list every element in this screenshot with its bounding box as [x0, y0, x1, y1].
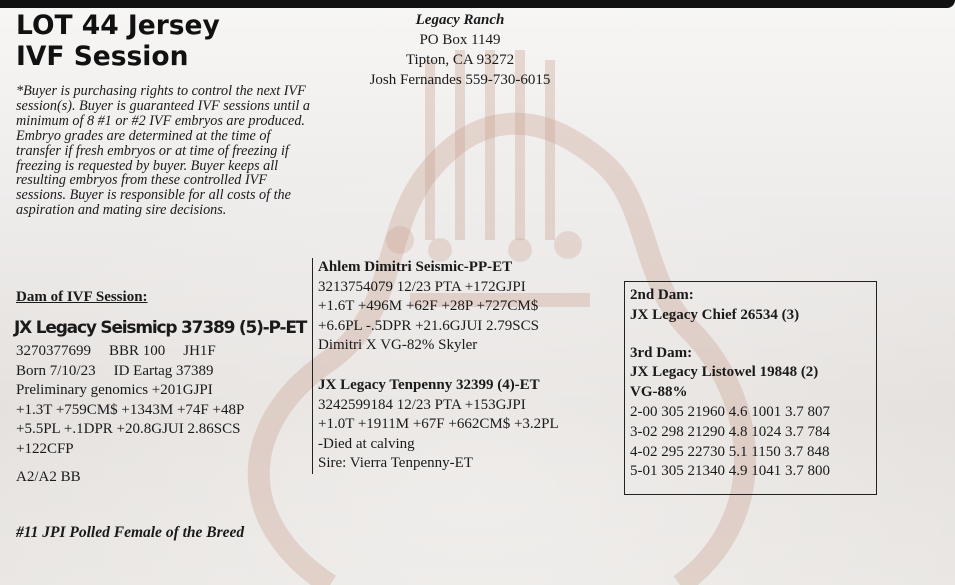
ancestor-dams-box: [624, 281, 877, 495]
dam-id-line: [16, 342, 316, 362]
sire-line: +1.6T +496M +62F +28P +727CM$: [318, 298, 539, 315]
dam-haplotype: JH1F: [183, 343, 216, 359]
lot-title-line2: IVF Session: [16, 41, 189, 72]
lot-title: [16, 10, 316, 72]
dam-birth-line: [16, 362, 316, 382]
maternal-grandsire-line: Sire: Vierra Tenpenny-ET: [318, 455, 473, 472]
lot-title-line1: LOT 44 Jersey: [16, 10, 220, 41]
dam-name: JX Legacy Seismicp 37389 (5)-P-ET: [14, 318, 307, 338]
ranch-address1: PO Box 1149: [419, 32, 501, 48]
dam-eartag: ID Eartag 37389: [113, 362, 214, 379]
buyer-disclaimer: *Buyer is purchasing rights to control the next IVF session(s). Buyer is guaranteed IVF sessions until a minimum of 8 #1 or #2 IVF embryos are produced. Embryo grades are determined at the time of transfer if fresh embryos or at time of freezing if freezing is requested by buyer. Buyer keeps all resulting embryos from these controlled IVF sessions. Buyer is responsible for all costs of the aspiration and mating sire decisions.: [16, 83, 310, 219]
third-dam-classification: VG-88%: [630, 384, 688, 401]
sire-line: 3213754079 12/23 PTA +172GJPI: [318, 278, 526, 295]
dam-genomics-line: +122CFP: [16, 440, 74, 457]
sire-name: Ahlem Dimitri Seismic-PP-ET: [318, 259, 513, 275]
dam-genomics-line: +1.3T +759CM$ +1343M +74F +48P: [16, 401, 245, 418]
top-bar: [0, 0, 955, 8]
ranch-contact: [350, 10, 570, 90]
third-dam-name: JX Legacy Listowel 19848 (2): [630, 364, 819, 381]
production-record: 3-02 298 21290 4.8 1024 3.7 784: [630, 423, 830, 440]
production-record: 5-01 305 21340 4.9 1041 3.7 800: [630, 463, 830, 480]
second-dam-name: JX Legacy Chief 26534 (3): [630, 306, 800, 323]
dam-born: Born 7/10/23: [16, 362, 96, 379]
dam-genomics-line: Preliminary genomics +201GJPI: [16, 382, 213, 399]
sire-line: Dimitri X VG-82% Skyler: [318, 337, 478, 354]
sire-pedigree: [312, 258, 618, 474]
breed-ranking-note: #11 JPI Polled Female of the Breed: [16, 524, 245, 541]
maternal-grandsire-line: +1.0T +1911M +67F +662CM$ +3.2PL: [318, 416, 559, 433]
third-dam-label: 3rd Dam:: [630, 344, 693, 361]
dam-genotype: A2/A2 BB: [16, 468, 81, 485]
ranch-address2: Tipton, CA 93272: [405, 52, 515, 68]
ranch-contact-person: Josh Fernandes 559-730-6015: [369, 72, 551, 88]
production-record: 4-02 295 22730 5.1 1150 3.7 848: [630, 443, 830, 460]
production-record: 2-00 305 21960 4.6 1001 3.7 807: [630, 403, 830, 420]
sire-line: +6.6PL -.5DPR +21.6GJUI 2.79SCS: [318, 317, 539, 334]
dam-reg-no: 3270377699: [16, 343, 91, 359]
ranch-name: Legacy Ranch: [415, 12, 505, 28]
dam-heading: Dam of IVF Session:: [16, 289, 148, 305]
second-dam-label: 2nd Dam:: [630, 287, 694, 303]
maternal-grandsire-name: JX Legacy Tenpenny 32399 (4)-ET: [318, 376, 540, 393]
maternal-grandsire-line: 3242599184 12/23 PTA +153GJPI: [318, 396, 526, 413]
dam-genomics-line: +5.5PL +.1DPR +20.8GJUI 2.86SCS: [16, 421, 241, 438]
dam-details: [16, 342, 316, 487]
maternal-grandsire-line: -Died at calving: [318, 435, 415, 452]
dam-bbr: BBR 100: [109, 343, 166, 359]
